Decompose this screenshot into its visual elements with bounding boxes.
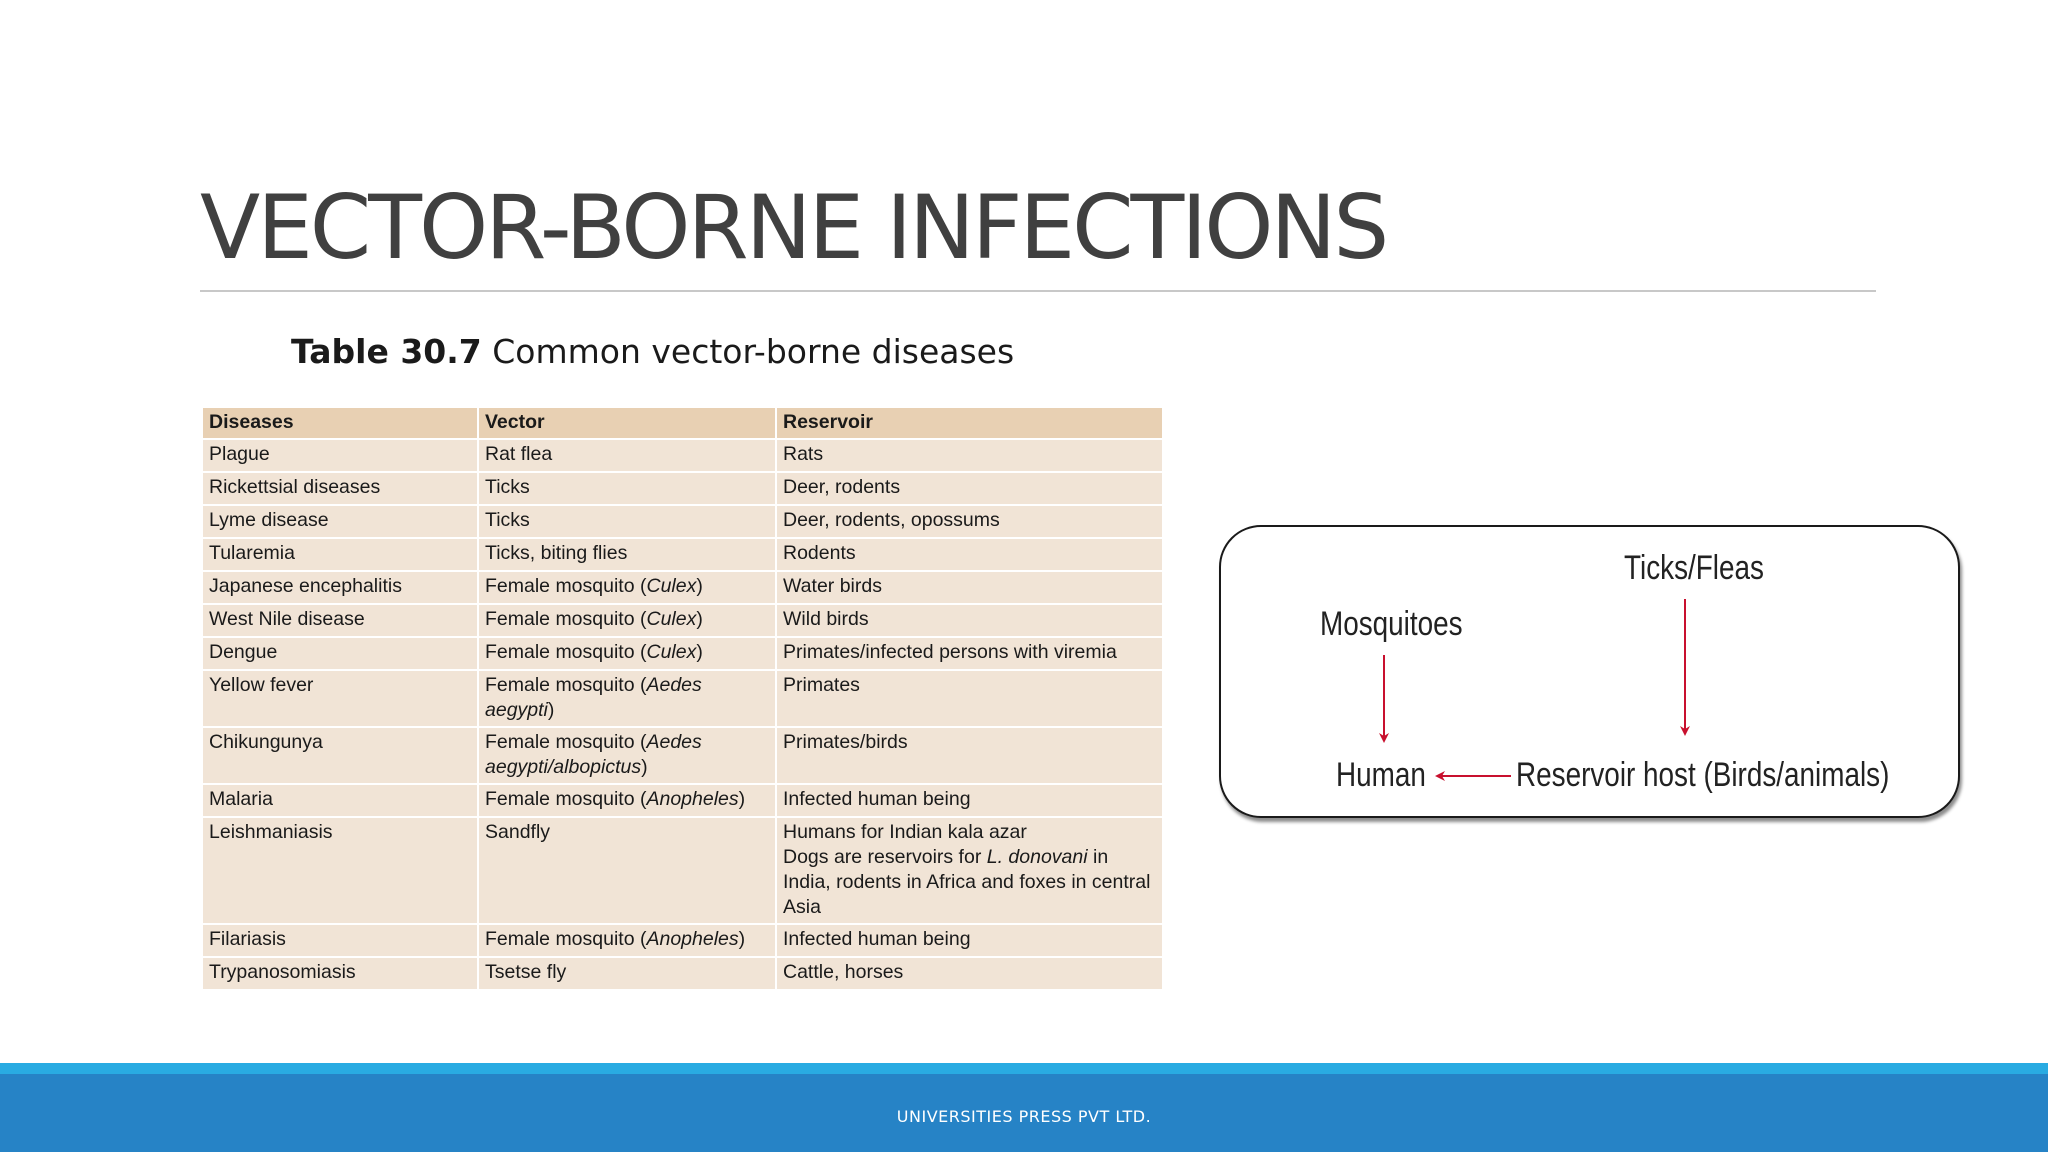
cell-disease: Yellow fever	[202, 670, 478, 727]
table-row	[202, 604, 1163, 637]
cell-disease: Rickettsial diseases	[202, 472, 478, 505]
table-caption	[291, 332, 1014, 372]
table-row	[202, 924, 1163, 957]
cell-vector: Female mosquito (Culex)	[478, 604, 776, 637]
table-row	[202, 439, 1163, 472]
cell-disease: Malaria	[202, 784, 478, 817]
table-caption-number: Table 30.7	[291, 332, 482, 371]
cell-disease: Japanese encephalitis	[202, 571, 478, 604]
table-row	[202, 505, 1163, 538]
transmission-diagram	[1219, 525, 1960, 818]
cell-reservoir: Humans for Indian kala azar Dogs are reservoirs for L. donovani in India, rodents in Africa and foxes in central Asia	[776, 817, 1163, 924]
cell-vector: Rat flea	[478, 439, 776, 472]
title-divider	[200, 290, 1876, 292]
cell-vector: Ticks	[478, 505, 776, 538]
cell-reservoir: Infected human being	[776, 784, 1163, 817]
table-row	[202, 670, 1163, 727]
table-row	[202, 571, 1163, 604]
vector-borne-diseases-table	[201, 406, 1164, 991]
table-body	[202, 439, 1163, 990]
cell-vector: Female mosquito (Aedes aegypti/albopictus)	[478, 727, 776, 784]
table-row	[202, 727, 1163, 784]
cell-vector: Ticks	[478, 472, 776, 505]
cell-disease: Tularemia	[202, 538, 478, 571]
cell-disease: West Nile disease	[202, 604, 478, 637]
cell-disease: Leishmaniasis	[202, 817, 478, 924]
cell-reservoir: Infected human being	[776, 924, 1163, 957]
cell-vector: Female mosquito (Culex)	[478, 637, 776, 670]
cell-reservoir: Deer, rodents, opossums	[776, 505, 1163, 538]
label-mosquitoes: Mosquitoes	[1320, 605, 1463, 643]
table-row	[202, 957, 1163, 990]
cell-disease: Plague	[202, 439, 478, 472]
table-row	[202, 472, 1163, 505]
cell-vector: Tsetse fly	[478, 957, 776, 990]
cell-vector: Female mosquito (Aedes aegypti)	[478, 670, 776, 727]
table-row	[202, 784, 1163, 817]
table-caption-text: Common vector-borne diseases	[481, 332, 1015, 371]
cell-vector: Female mosquito (Anopheles)	[478, 784, 776, 817]
header-diseases: Diseases	[202, 407, 478, 439]
footer-accent-stripe	[0, 1063, 2048, 1074]
cell-reservoir: Cattle, horses	[776, 957, 1163, 990]
header-reservoir: Reservoir	[776, 407, 1163, 439]
cell-reservoir: Rodents	[776, 538, 1163, 571]
label-ticks-fleas: Ticks/Fleas	[1624, 549, 1764, 587]
label-reservoir-host: Reservoir host (Birds/animals)	[1516, 756, 1890, 794]
cell-disease: Trypanosomiasis	[202, 957, 478, 990]
table-row	[202, 538, 1163, 571]
cell-vector: Female mosquito (Anopheles)	[478, 924, 776, 957]
cell-reservoir: Water birds	[776, 571, 1163, 604]
cell-reservoir: Primates	[776, 670, 1163, 727]
cell-disease: Lyme disease	[202, 505, 478, 538]
header-vector: Vector	[478, 407, 776, 439]
cell-disease: Chikungunya	[202, 727, 478, 784]
cell-vector: Female mosquito (Culex)	[478, 571, 776, 604]
cell-vector: Ticks, biting flies	[478, 538, 776, 571]
cell-disease: Filariasis	[202, 924, 478, 957]
cell-reservoir: Rats	[776, 439, 1163, 472]
cell-reservoir: Primates/birds	[776, 727, 1163, 784]
table-header-row	[202, 407, 1163, 439]
table-row	[202, 637, 1163, 670]
label-human: Human	[1336, 756, 1426, 794]
cell-vector: Sandfly	[478, 817, 776, 924]
table-row	[202, 817, 1163, 924]
footer-publisher-text: UNIVERSITIES PRESS PVT LTD.	[896, 1107, 1152, 1126]
cell-reservoir: Primates/infected persons with viremia	[776, 637, 1163, 670]
slide-title: VECTOR-BORNE INFECTIONS	[200, 176, 1387, 279]
cell-reservoir: Deer, rodents	[776, 472, 1163, 505]
cell-reservoir: Wild birds	[776, 604, 1163, 637]
cell-disease: Dengue	[202, 637, 478, 670]
